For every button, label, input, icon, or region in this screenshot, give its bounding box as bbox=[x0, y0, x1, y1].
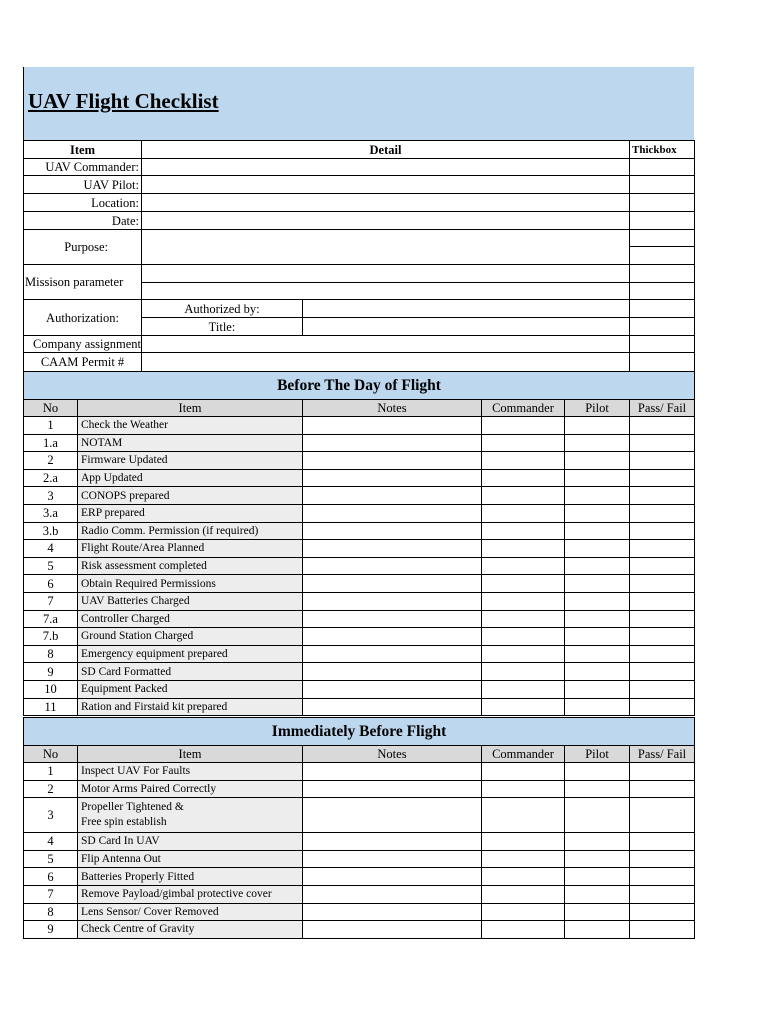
row-item-label: App Updated bbox=[78, 469, 303, 487]
pilot-cell[interactable] bbox=[565, 680, 630, 698]
pilot-cell[interactable] bbox=[565, 592, 630, 610]
row-item-label: Batteries Properly Fitted bbox=[78, 868, 303, 886]
pass-fail-cell[interactable] bbox=[630, 504, 695, 522]
auth-title-label: Title: bbox=[142, 318, 303, 336]
row-number: 1 bbox=[24, 417, 78, 435]
purpose-detail-field[interactable] bbox=[142, 230, 630, 265]
checklist-row bbox=[24, 469, 695, 487]
row-number: 3.b bbox=[24, 522, 78, 540]
commander-cell[interactable] bbox=[482, 663, 565, 681]
checklist-row bbox=[24, 628, 695, 646]
pilot-cell[interactable] bbox=[565, 540, 630, 558]
checklist-row bbox=[24, 833, 695, 851]
checklist-row bbox=[24, 434, 695, 452]
row-item-label: Firmware Updated bbox=[78, 452, 303, 470]
row-item-label: Check Centre of Gravity bbox=[78, 921, 303, 939]
info-label-purpose: Purpose: bbox=[24, 230, 142, 265]
checklist-row bbox=[24, 645, 695, 663]
row-number: 11 bbox=[24, 698, 78, 716]
notes-cell[interactable] bbox=[303, 680, 482, 698]
immediately-before-table bbox=[23, 717, 695, 939]
notes-cell[interactable] bbox=[303, 452, 482, 470]
row-item-label: Radio Comm. Permission (if required) bbox=[78, 522, 303, 540]
row-item-label: UAV Batteries Charged bbox=[78, 592, 303, 610]
checklist-row bbox=[24, 780, 695, 798]
notes-cell[interactable] bbox=[303, 504, 482, 522]
date-detail-field[interactable] bbox=[142, 212, 630, 230]
commander-cell[interactable] bbox=[482, 504, 565, 522]
notes-cell[interactable] bbox=[303, 921, 482, 939]
before-day-rows bbox=[24, 417, 695, 716]
info-header-tickbox: Thickbox bbox=[630, 141, 695, 159]
pass-fail-cell[interactable] bbox=[630, 628, 695, 646]
commander-detail-field[interactable] bbox=[142, 159, 630, 176]
commander-cell[interactable] bbox=[482, 417, 565, 435]
row-number: 6 bbox=[24, 868, 78, 886]
pass-fail-cell[interactable] bbox=[630, 487, 695, 505]
pass-fail-cell[interactable] bbox=[630, 680, 695, 698]
checklist-row bbox=[24, 798, 695, 833]
checklist-row bbox=[24, 452, 695, 470]
info-table bbox=[23, 140, 695, 372]
notes-cell[interactable] bbox=[303, 575, 482, 593]
info-header-item: Item bbox=[24, 141, 142, 159]
commander-cell[interactable] bbox=[482, 780, 565, 798]
pass-fail-cell[interactable] bbox=[630, 540, 695, 558]
commander-cell[interactable] bbox=[482, 645, 565, 663]
checklist-row bbox=[24, 557, 695, 575]
commander-cell[interactable] bbox=[482, 680, 565, 698]
info-label-pilot: UAV Pilot: bbox=[24, 176, 142, 194]
row-number: 8 bbox=[24, 645, 78, 663]
pilot-cell[interactable] bbox=[565, 833, 630, 851]
row-number: 8 bbox=[24, 903, 78, 921]
row-number: 2 bbox=[24, 780, 78, 798]
checklist-row bbox=[24, 868, 695, 886]
column-header-notes: Notes bbox=[303, 400, 482, 417]
pass-fail-cell[interactable] bbox=[630, 921, 695, 939]
row-number: 2.a bbox=[24, 469, 78, 487]
commander-cell[interactable] bbox=[482, 921, 565, 939]
info-label-location: Location: bbox=[24, 194, 142, 212]
row-item-line: Free spin establish bbox=[81, 816, 167, 829]
notes-cell[interactable] bbox=[303, 698, 482, 716]
company-detail-field[interactable] bbox=[142, 336, 630, 353]
pass-fail-cell[interactable] bbox=[630, 798, 695, 833]
commander-cell[interactable] bbox=[482, 698, 565, 716]
page-title: UAV Flight Checklist bbox=[28, 89, 219, 113]
row-number: 3 bbox=[24, 798, 78, 833]
notes-cell[interactable] bbox=[303, 885, 482, 903]
authorized-by-field[interactable] bbox=[303, 300, 630, 318]
pass-fail-cell[interactable] bbox=[630, 610, 695, 628]
column-header-pass-fail: Pass/ Fail bbox=[630, 746, 695, 763]
row-item-label: Flip Antenna Out bbox=[78, 850, 303, 868]
mission-detail-field[interactable] bbox=[142, 265, 630, 283]
row-number: 2 bbox=[24, 452, 78, 470]
row-number: 3.a bbox=[24, 504, 78, 522]
row-item-line: Propeller Tightened & bbox=[81, 801, 184, 814]
pass-fail-cell[interactable] bbox=[630, 417, 695, 435]
pass-fail-cell[interactable] bbox=[630, 850, 695, 868]
row-number: 5 bbox=[24, 557, 78, 575]
column-header-commander: Commander bbox=[482, 400, 565, 417]
row-item-label: Inspect UAV For Faults bbox=[78, 763, 303, 781]
pass-fail-cell[interactable] bbox=[630, 903, 695, 921]
pass-fail-cell[interactable] bbox=[630, 763, 695, 781]
checklist-row bbox=[24, 921, 695, 939]
notes-cell[interactable] bbox=[303, 557, 482, 575]
notes-cell[interactable] bbox=[303, 663, 482, 681]
row-item-label: Ration and Firstaid kit prepared bbox=[78, 698, 303, 716]
tickbox-cell[interactable] bbox=[630, 159, 695, 176]
row-number: 9 bbox=[24, 663, 78, 681]
commander-cell[interactable] bbox=[482, 850, 565, 868]
row-number: 7.a bbox=[24, 610, 78, 628]
notes-cell[interactable] bbox=[303, 469, 482, 487]
checklist-row bbox=[24, 610, 695, 628]
commander-cell[interactable] bbox=[482, 592, 565, 610]
row-item-label: NOTAM bbox=[78, 434, 303, 452]
pilot-detail-field[interactable] bbox=[142, 176, 630, 194]
pilot-cell[interactable] bbox=[565, 885, 630, 903]
notes-cell[interactable] bbox=[303, 780, 482, 798]
row-number: 6 bbox=[24, 575, 78, 593]
pilot-cell[interactable] bbox=[565, 557, 630, 575]
commander-cell[interactable] bbox=[482, 610, 565, 628]
column-header-no: No bbox=[24, 746, 78, 763]
pilot-cell[interactable] bbox=[565, 417, 630, 435]
info-label-date: Date: bbox=[24, 212, 142, 230]
pilot-cell[interactable] bbox=[565, 575, 630, 593]
row-item-label: Equipment Packed bbox=[78, 680, 303, 698]
row-item-label: Remove Payload/gimbal protective cover bbox=[78, 885, 303, 903]
commander-cell[interactable] bbox=[482, 434, 565, 452]
info-label-mission: Missison parameter bbox=[24, 265, 142, 300]
tickbox-cell[interactable] bbox=[630, 336, 695, 353]
checklist-row bbox=[24, 885, 695, 903]
pilot-cell[interactable] bbox=[565, 610, 630, 628]
column-header-pilot: Pilot bbox=[565, 746, 630, 763]
tickbox-cell[interactable] bbox=[630, 194, 695, 212]
tickbox-cell[interactable] bbox=[630, 247, 695, 265]
notes-cell[interactable] bbox=[303, 903, 482, 921]
row-item-label: CONOPS prepared bbox=[78, 487, 303, 505]
row-item-label bbox=[78, 798, 303, 833]
checklist-row bbox=[24, 487, 695, 505]
pilot-cell[interactable] bbox=[565, 798, 630, 833]
row-item-label: Flight Route/Area Planned bbox=[78, 540, 303, 558]
tickbox-cell[interactable] bbox=[630, 283, 695, 300]
authorized-by-label: Authorized by: bbox=[142, 300, 303, 318]
row-number: 7 bbox=[24, 885, 78, 903]
notes-cell[interactable] bbox=[303, 645, 482, 663]
notes-cell[interactable] bbox=[303, 487, 482, 505]
notes-cell[interactable] bbox=[303, 434, 482, 452]
info-header-detail: Detail bbox=[142, 141, 630, 159]
row-item-label: Emergency equipment prepared bbox=[78, 645, 303, 663]
pass-fail-cell[interactable] bbox=[630, 645, 695, 663]
notes-cell[interactable] bbox=[303, 833, 482, 851]
row-item-label: Obtain Required Permissions bbox=[78, 575, 303, 593]
notes-cell[interactable] bbox=[303, 417, 482, 435]
notes-cell[interactable] bbox=[303, 628, 482, 646]
pilot-cell[interactable] bbox=[565, 763, 630, 781]
row-number: 4 bbox=[24, 540, 78, 558]
pilot-cell[interactable] bbox=[565, 452, 630, 470]
pilot-cell[interactable] bbox=[565, 698, 630, 716]
checklist-row bbox=[24, 680, 695, 698]
tickbox-cell[interactable] bbox=[630, 353, 695, 372]
row-number: 4 bbox=[24, 833, 78, 851]
pass-fail-cell[interactable] bbox=[630, 557, 695, 575]
commander-cell[interactable] bbox=[482, 903, 565, 921]
notes-cell[interactable] bbox=[303, 540, 482, 558]
title-banner bbox=[23, 67, 694, 140]
pilot-cell[interactable] bbox=[565, 903, 630, 921]
row-item-label: ERP prepared bbox=[78, 504, 303, 522]
pass-fail-cell[interactable] bbox=[630, 868, 695, 886]
notes-cell[interactable] bbox=[303, 610, 482, 628]
checklist-row bbox=[24, 592, 695, 610]
pilot-cell[interactable] bbox=[565, 868, 630, 886]
permit-detail-field[interactable] bbox=[142, 353, 630, 372]
checklist-row bbox=[24, 903, 695, 921]
notes-cell[interactable] bbox=[303, 592, 482, 610]
notes-cell[interactable] bbox=[303, 522, 482, 540]
row-number: 1.a bbox=[24, 434, 78, 452]
pass-fail-cell[interactable] bbox=[630, 434, 695, 452]
commander-cell[interactable] bbox=[482, 469, 565, 487]
row-item-label: Ground Station Charged bbox=[78, 628, 303, 646]
tickbox-cell[interactable] bbox=[630, 300, 695, 318]
checklist-row bbox=[24, 540, 695, 558]
checklist-row bbox=[24, 698, 695, 716]
checklist-row bbox=[24, 763, 695, 781]
pass-fail-cell[interactable] bbox=[630, 522, 695, 540]
commander-cell[interactable] bbox=[482, 833, 565, 851]
row-number: 9 bbox=[24, 921, 78, 939]
tickbox-cell[interactable] bbox=[630, 212, 695, 230]
before-day-table bbox=[23, 371, 695, 716]
info-label-authorization: Authorization: bbox=[24, 300, 142, 336]
commander-cell[interactable] bbox=[482, 798, 565, 833]
commander-cell[interactable] bbox=[482, 557, 565, 575]
notes-cell[interactable] bbox=[303, 850, 482, 868]
pilot-cell[interactable] bbox=[565, 921, 630, 939]
checklist-row bbox=[24, 575, 695, 593]
info-label-commander: UAV Commander: bbox=[24, 159, 142, 176]
pilot-cell[interactable] bbox=[565, 628, 630, 646]
tickbox-cell[interactable] bbox=[630, 318, 695, 336]
checklist-row bbox=[24, 504, 695, 522]
column-header-pass-fail: Pass/ Fail bbox=[630, 400, 695, 417]
commander-cell[interactable] bbox=[482, 885, 565, 903]
pilot-cell[interactable] bbox=[565, 487, 630, 505]
tickbox-cell[interactable] bbox=[630, 176, 695, 194]
commander-cell[interactable] bbox=[482, 487, 565, 505]
notes-cell[interactable] bbox=[303, 868, 482, 886]
commander-cell[interactable] bbox=[482, 452, 565, 470]
row-number: 1 bbox=[24, 763, 78, 781]
commander-cell[interactable] bbox=[482, 540, 565, 558]
pilot-cell[interactable] bbox=[565, 663, 630, 681]
pilot-cell[interactable] bbox=[565, 850, 630, 868]
pass-fail-cell[interactable] bbox=[630, 833, 695, 851]
info-label-company: Company assignment bbox=[24, 336, 142, 353]
commander-cell[interactable] bbox=[482, 763, 565, 781]
column-header-commander: Commander bbox=[482, 746, 565, 763]
pass-fail-cell[interactable] bbox=[630, 885, 695, 903]
row-item-label: SD Card In UAV bbox=[78, 833, 303, 851]
checklist-row bbox=[24, 663, 695, 681]
row-number: 7.b bbox=[24, 628, 78, 646]
auth-title-field[interactable] bbox=[303, 318, 630, 336]
pass-fail-cell[interactable] bbox=[630, 663, 695, 681]
pilot-cell[interactable] bbox=[565, 434, 630, 452]
commander-cell[interactable] bbox=[482, 868, 565, 886]
notes-cell[interactable] bbox=[303, 798, 482, 833]
row-number: 10 bbox=[24, 680, 78, 698]
commander-cell[interactable] bbox=[482, 575, 565, 593]
mission-detail-field[interactable] bbox=[142, 283, 630, 300]
row-item-label: Lens Sensor/ Cover Removed bbox=[78, 903, 303, 921]
column-header-item: Item bbox=[78, 746, 303, 763]
section-heading-immediately-before: Immediately Before Flight bbox=[24, 718, 695, 746]
pass-fail-cell[interactable] bbox=[630, 452, 695, 470]
location-detail-field[interactable] bbox=[142, 194, 630, 212]
row-item-label: Motor Arms Paired Correctly bbox=[78, 780, 303, 798]
pass-fail-cell[interactable] bbox=[630, 592, 695, 610]
checklist-row bbox=[24, 522, 695, 540]
pilot-cell[interactable] bbox=[565, 780, 630, 798]
commander-cell[interactable] bbox=[482, 628, 565, 646]
immediately-before-rows bbox=[24, 763, 695, 939]
pilot-cell[interactable] bbox=[565, 522, 630, 540]
column-header-no: No bbox=[24, 400, 78, 417]
row-item-label: Risk assessment completed bbox=[78, 557, 303, 575]
checklist-row bbox=[24, 850, 695, 868]
section-heading-before-day: Before The Day of Flight bbox=[24, 372, 695, 400]
tickbox-cell[interactable] bbox=[630, 265, 695, 283]
pilot-cell[interactable] bbox=[565, 504, 630, 522]
info-label-permit: CAAM Permit # bbox=[24, 353, 142, 372]
pass-fail-cell[interactable] bbox=[630, 469, 695, 487]
row-number: 7 bbox=[24, 592, 78, 610]
pass-fail-cell[interactable] bbox=[630, 698, 695, 716]
notes-cell[interactable] bbox=[303, 763, 482, 781]
row-item-label: SD Card Formatted bbox=[78, 663, 303, 681]
pilot-cell[interactable] bbox=[565, 645, 630, 663]
row-item-label: Controller Charged bbox=[78, 610, 303, 628]
tickbox-cell[interactable] bbox=[630, 230, 695, 247]
column-header-item: Item bbox=[78, 400, 303, 417]
row-item-label: Check the Weather bbox=[78, 417, 303, 435]
row-number: 3 bbox=[24, 487, 78, 505]
checklist-row bbox=[24, 417, 695, 435]
row-number: 5 bbox=[24, 850, 78, 868]
column-header-pilot: Pilot bbox=[565, 400, 630, 417]
column-header-notes: Notes bbox=[303, 746, 482, 763]
pass-fail-cell[interactable] bbox=[630, 575, 695, 593]
pass-fail-cell[interactable] bbox=[630, 780, 695, 798]
commander-cell[interactable] bbox=[482, 522, 565, 540]
pilot-cell[interactable] bbox=[565, 469, 630, 487]
